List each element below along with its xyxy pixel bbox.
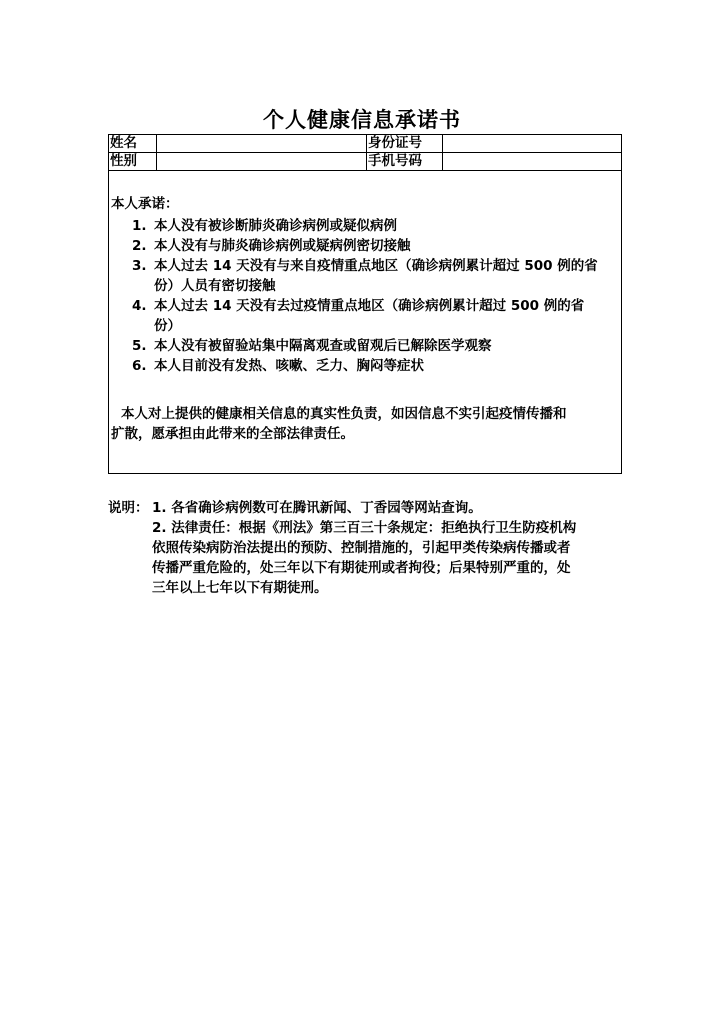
gender-field[interactable] [157,153,367,171]
pledge-section [109,171,621,473]
name-label: 姓名 [109,135,157,153]
note-2 [108,518,618,598]
gender-label: 性别 [109,153,157,171]
pledge-item-number: 1. [132,218,147,234]
id-number-field[interactable] [443,135,622,153]
pledge-item [109,236,619,256]
phone-label: 手机号码 [367,153,443,171]
document-title: 个人健康信息承诺书 [263,108,461,132]
pledge-item [109,216,619,236]
id-number-label: 身份证号 [367,135,443,153]
pledge-item-number: 6. [132,358,147,374]
name-field[interactable] [157,135,367,153]
pledge-item-text: 本人目前没有发热、咳嗽、乏力、胸闷等症状 [154,358,424,374]
commitment-form-table [108,134,622,474]
pledge-item-text-line: 本人过去 14 天没有去过疫情重点地区（确诊病例累计超过 500 例的省 [154,298,585,314]
note-2-line: 依照传染病防治法提出的预防、控制措施的，引起甲类传染病传播或者 [152,540,571,556]
form-row-gender-phone [109,153,622,171]
phone-field[interactable] [443,153,622,171]
notes-label: 说明： [108,500,149,516]
pledge-item-text: 本人没有被留验站集中隔离观查或留观后已解除医学观察 [154,338,492,354]
pledge-item-text-line: 本人过去 14 天没有与来自疫情重点地区（确诊病例累计超过 500 例的省 [154,258,598,274]
responsibility-statement [111,404,619,444]
form-row-pledge [109,171,622,474]
pledge-list [109,216,619,376]
note-2-line: 三年以上七年以下有期徒刑。 [152,580,328,596]
pledge-item-number: 5. [132,338,147,354]
note-1: 1. 各省确诊病例数可在腾讯新闻、丁香园等网站查询。 [152,500,482,516]
pledge-item [109,336,619,356]
pledge-item-number: 4. [132,298,147,314]
pledge-item [109,256,619,296]
pledge-item [109,356,619,376]
pledge-item-text: 本人没有与肺炎确诊病例或疑病例密切接触 [154,238,411,254]
pledge-cell [109,171,622,474]
pledge-item-text-line: 份）人员有密切接触 [154,278,276,294]
pledge-item-text: 本人没有被诊断肺炎确诊病例或疑似病例 [154,218,397,234]
note-2-line: 2. 法律责任：根据《刑法》第三百三十条规定：拒绝执行卫生防疫机构 [152,520,577,536]
pledge-item-number: 3. [132,258,147,274]
form-row-name-id [109,135,622,153]
note-2-line: 传播严重危险的，处三年以下有期徒刑或者拘役；后果特别严重的，处 [152,560,571,576]
statement-line: 扩散，愿承担由此带来的全部法律责任。 [111,426,354,442]
statement-line: 本人对上提供的健康相关信息的真实性负责，如因信息不实引起疫情传播和 [121,406,567,422]
pledge-item-text-line: 份） [154,318,181,334]
pledge-item-number: 2. [132,238,147,254]
pledge-item [109,296,619,336]
notes-section [108,498,618,598]
pledge-heading: 本人承诺： [111,196,179,212]
